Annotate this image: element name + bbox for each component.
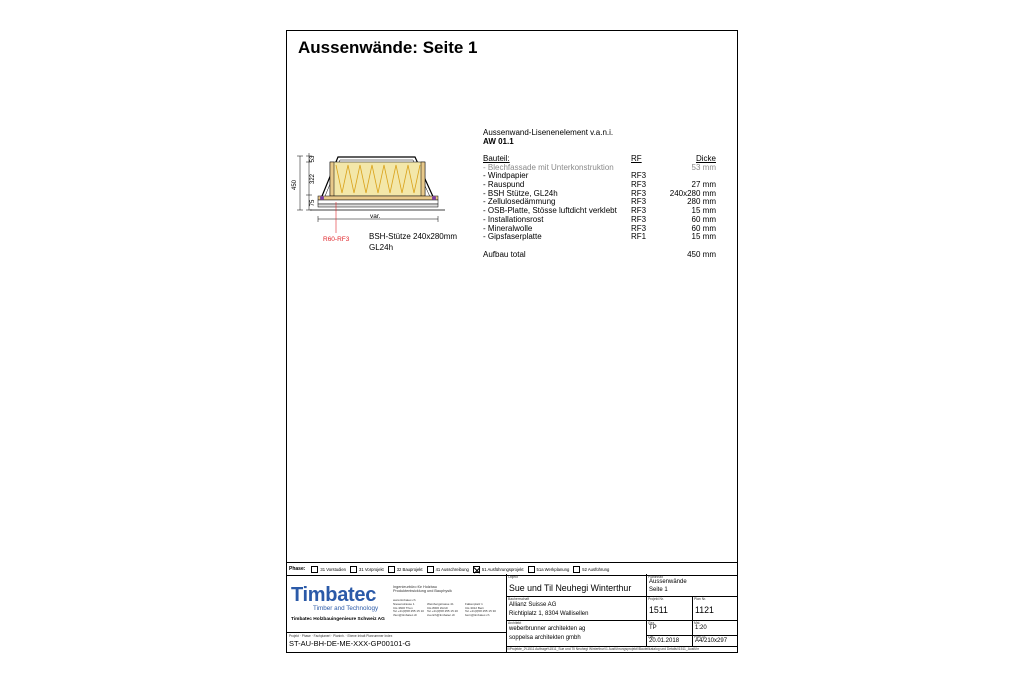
layer-row (483, 198, 716, 207)
layer-thickness: 27 mm (691, 180, 716, 190)
phase-option-label: 41 Ausschreibung (435, 566, 469, 572)
scale-value: 1:20 (695, 625, 707, 631)
layer-table (483, 155, 716, 260)
layer-row (483, 190, 716, 199)
phase-option-label: 51a Werkplanung (536, 566, 570, 572)
office-bern: Falkenplatz 1 CH-3012 Bern Tel +41(0)58 255 15 30 bern@timbatec.ch (465, 602, 496, 617)
element-code: AW 01.1 (483, 137, 514, 146)
layer-rf: RF1 (631, 232, 647, 242)
layer-row (483, 216, 716, 225)
layer-component: - Gipsfaserplatte (483, 233, 542, 242)
plan-caption: Planinhalt (648, 575, 663, 579)
plan-content-line1: Aussenwände (649, 579, 687, 585)
layer-component: - Rauspund (483, 181, 525, 190)
company-logo-sub: Timber and Technology (313, 605, 379, 612)
layer-thickness: 280 mm (687, 197, 716, 207)
client-line1: Allianz Suisse AG (509, 602, 557, 608)
header-thickness: Dicke (695, 154, 716, 163)
file-path: \\\Projekte_2\\1511 Auftrage\\1511_Sue und Til Neuhegi Winterthur\\1 Ausführungsprojekt\\Bauteilkatalog und Details\\1511_Ausführ (507, 647, 700, 651)
screw-left (320, 196, 324, 200)
layer-row (483, 207, 716, 216)
layer-rf: RF3 (631, 171, 647, 181)
layer-component: - Blechfassade mit Unterkonstruktion (483, 163, 614, 172)
object-caption: Objekt (508, 575, 518, 579)
dim-total: 450 (292, 179, 298, 191)
layer-rf: RF3 (631, 223, 647, 233)
file-caption: Projekt · Phase · Fachplanerl · Planinh. · Ebene Inhalt Planrummer Index (289, 634, 393, 638)
var-label: var. (370, 213, 381, 220)
phase-option-label: 51 Ausführungsprojekt (481, 566, 524, 572)
layer-thickness: 53 mm (691, 162, 716, 172)
header-component: Bauteil: (483, 155, 510, 163)
company-name: Timbatec Holzbauingenieure Schweiz AG (291, 617, 385, 622)
phase-checkbox[interactable] (388, 566, 395, 573)
plan-number: 1121 (695, 605, 714, 615)
layer-thickness: 240x280 mm (669, 188, 716, 198)
layer-component: - OSB-Platte, Stösse luftdicht verklebt (483, 207, 617, 216)
osb-layer (318, 196, 438, 200)
plan-content-line2: Seite 1 (649, 587, 668, 593)
layer-component: - Windpapier (483, 172, 529, 181)
layer-component: - Mineralwolle (483, 224, 533, 233)
layer-thickness: 60 mm (691, 223, 716, 233)
layer-row (483, 164, 716, 173)
scale-caption: Mst. (694, 621, 701, 625)
phase-checkbox[interactable] (311, 566, 318, 573)
total-label: Aufbau total (483, 250, 526, 259)
screw-right (432, 196, 436, 200)
phase-option-label: 31 Vorprojekt (359, 566, 384, 572)
layer-thickness: 15 mm (691, 232, 716, 242)
date-value: 20.01.2018 (649, 638, 680, 644)
drawn-caption: Gez. (648, 621, 656, 625)
layer-rf: RF3 (631, 197, 647, 207)
layer-total-row (483, 251, 716, 260)
architect-line1: weberbrunner architekten ag (509, 626, 586, 632)
wall-section-drawing (290, 143, 465, 261)
dim-bottom: 75 (310, 199, 316, 207)
planno-caption: Plan Nr. (694, 597, 707, 601)
client-line2: Richtiplatz 1, 8304 Wallisellen (509, 611, 589, 617)
phase-checkbox[interactable] (573, 566, 580, 573)
phase-label: Phase: (289, 566, 306, 572)
format-value: A4/210x297 (695, 638, 728, 644)
format-caption: Plan Gr. (694, 635, 707, 639)
drawing-sheet (286, 30, 738, 653)
layer-thickness: 60 mm (691, 214, 716, 224)
total-value: 450 mm (687, 249, 716, 259)
header-rf: RF (631, 154, 642, 163)
phase-checkbox[interactable] (528, 566, 535, 573)
phase-checkbox[interactable] (350, 566, 357, 573)
object-name: Sue und Til Neuhegi Winterthur (509, 583, 632, 593)
element-heading (483, 128, 613, 146)
layer-table-header (483, 155, 716, 164)
layer-component: - Zellulosedämmung (483, 198, 556, 207)
phase-checkbox[interactable] (427, 566, 434, 573)
title-block (287, 574, 738, 653)
layer-rf: RF3 (631, 180, 647, 190)
project-caption: Projekt Nr. (648, 597, 664, 601)
client-caption: Bauherrschaft (508, 597, 530, 601)
dim-mid: 322 (310, 173, 316, 185)
phase-option-label: 32 Bauprojekt (396, 566, 423, 572)
company-tagline: Ingenieurbüro für Holzbau Produktentwicklung und Bauphysik (393, 585, 452, 594)
office-thun: Niesenstrasse 1 CH-3600 Thun Tel +41(0)58 255 15 10 thun@timbatec.ch (393, 602, 424, 617)
architect-line2: soppelsa architekten gmbh (509, 635, 581, 641)
layer-row (483, 172, 716, 181)
layer-component: - BSH Stütze, GL24h (483, 189, 558, 198)
phase-checkbox[interactable] (473, 566, 480, 573)
company-url: www.timbatec.ch (393, 598, 416, 602)
layer-rf: RF3 (631, 188, 647, 198)
phase-option-label: 31 Vorstudien (320, 566, 347, 572)
date-caption: Dat. (648, 635, 655, 639)
architect-caption: Architekt (508, 621, 522, 625)
column-label-line2: GL24h (369, 243, 394, 252)
project-number: 1511 (649, 605, 668, 615)
layer-row (483, 225, 716, 234)
layer-row (483, 233, 716, 242)
layer-component: - Installationsrost (483, 215, 544, 224)
company-logo: Timbatec (291, 584, 377, 606)
phase-option-label: 52 Ausführung (582, 566, 610, 572)
layer-thickness: 15 mm (691, 206, 716, 216)
layer-rf: RF3 (631, 214, 647, 224)
layer-rf: RF3 (631, 206, 647, 216)
fire-resistance-label: R60-RF3 (323, 236, 350, 243)
page-title: Aussenwände: Seite 1 (298, 38, 478, 57)
file-name: ST-AU-BH-DE-ME-XXX-GP00101-G (289, 639, 411, 648)
office-zuerich: Weinbergstrasse 41 CH-8006 Zürich Tel +41(0)58 255 15 20 zuerich@timbatec.ch (427, 602, 458, 617)
column-label-line1: BSH-Stütze 240x280mm (369, 232, 458, 241)
drawn-by: TP (649, 625, 657, 631)
element-name: Aussenwand-Lisenenelement v.a.n.i. (483, 128, 614, 137)
dim-top: 53 (310, 155, 316, 163)
